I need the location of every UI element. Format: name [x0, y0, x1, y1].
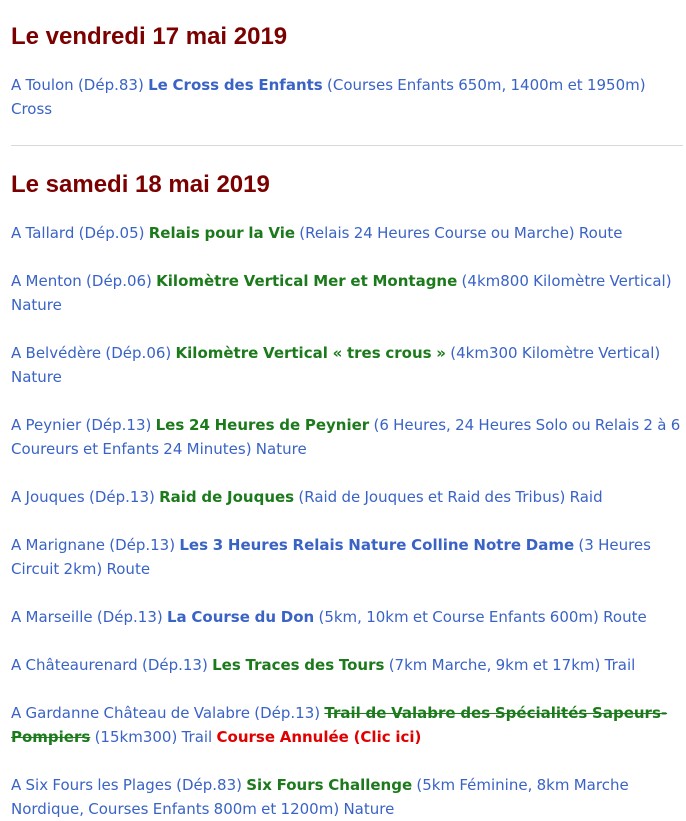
race-details: (3 Heures Circuit 2km) Route — [11, 536, 651, 578]
race-title-link-cancelled[interactable]: Trail de Valabre des Spécialités Sapeurs-Pompiers — [11, 704, 668, 746]
race-location: A Belvédère (Dép.06) — [11, 344, 176, 362]
race-entry-tallard — [11, 221, 683, 245]
cancelled-notice-link[interactable]: Course Annulée (Clic ici) — [216, 728, 422, 746]
race-title-link[interactable]: La Course du Don — [167, 608, 315, 626]
race-location: A Peynier (Dép.13) — [11, 416, 156, 434]
day-heading-friday: Le vendredi 17 mai 2019 — [11, 23, 288, 50]
race-details: (5km, 10km et Course Enfants 600m) Route — [314, 608, 647, 626]
race-title-link[interactable]: Raid de Jouques — [159, 488, 295, 506]
race-location: A Marseille (Dép.13) — [11, 608, 167, 626]
race-entry-toulon — [11, 73, 683, 121]
race-title-link[interactable]: Kilomètre Vertical Mer et Montagne — [156, 272, 458, 290]
race-title-link[interactable]: Six Fours Challenge — [246, 776, 413, 794]
race-details: (5km Féminine, 8km Marche Nordique, Courses Enfants 800m et 1200m) Nature — [11, 776, 629, 818]
race-title-link[interactable]: Relais pour la Vie — [148, 224, 296, 242]
race-details: (4km300 Kilomètre Vertical) Nature — [11, 344, 661, 386]
race-entry-belvedere — [11, 341, 683, 389]
race-entry-gardanne — [11, 701, 683, 749]
race-entry-chateaurenard — [11, 653, 683, 677]
race-details: (Courses Enfants 650m, 1400m et 1950m) Cross — [11, 76, 646, 118]
race-details: (Relais 24 Heures Course ou Marche) Route — [295, 224, 623, 242]
race-title-link[interactable]: Kilomètre Vertical « tres crous » — [175, 344, 446, 362]
race-entry-marseille — [11, 605, 683, 629]
race-entry-six-fours — [11, 773, 683, 821]
race-location: A Châteaurenard (Dép.13) — [11, 656, 213, 674]
race-location: A Gardanne Château de Valabre (Dép.13) — [11, 704, 325, 722]
day-heading-saturday: Le samedi 18 mai 2019 — [11, 171, 270, 198]
race-details: (4km800 Kilomètre Vertical) Nature — [11, 272, 672, 314]
race-title-link[interactable]: Les 3 Heures Relais Nature Colline Notre Dame — [179, 536, 575, 554]
race-details: (15km300) Trail — [90, 728, 217, 746]
race-details: (7km Marche, 9km et 17km) Trail — [384, 656, 636, 674]
race-location: A Menton (Dép.06) — [11, 272, 157, 290]
race-entry-peynier — [11, 413, 683, 461]
race-location: A Jouques (Dép.13) — [11, 488, 160, 506]
race-entry-marignane — [11, 533, 683, 581]
race-title-link[interactable]: Les Traces des Tours — [212, 656, 385, 674]
race-location: A Toulon (Dép.83) — [11, 76, 149, 94]
race-location: A Six Fours les Plages (Dép.83) — [11, 776, 247, 794]
race-entry-menton — [11, 269, 683, 317]
race-entry-jouques — [11, 485, 683, 509]
race-title-link[interactable]: Les 24 Heures de Peynier — [155, 416, 370, 434]
race-details: (6 Heures, 24 Heures Solo ou Relais 2 à 6 Coureurs et Enfants 24 Minutes) Nature — [11, 416, 681, 458]
race-location: A Tallard (Dép.05) — [11, 224, 149, 242]
race-details: (Raid de Jouques et Raid des Tribus) Raid — [294, 488, 603, 506]
race-location: A Marignane (Dép.13) — [11, 536, 180, 554]
race-title-link[interactable]: Le Cross des Enfants — [148, 76, 323, 94]
